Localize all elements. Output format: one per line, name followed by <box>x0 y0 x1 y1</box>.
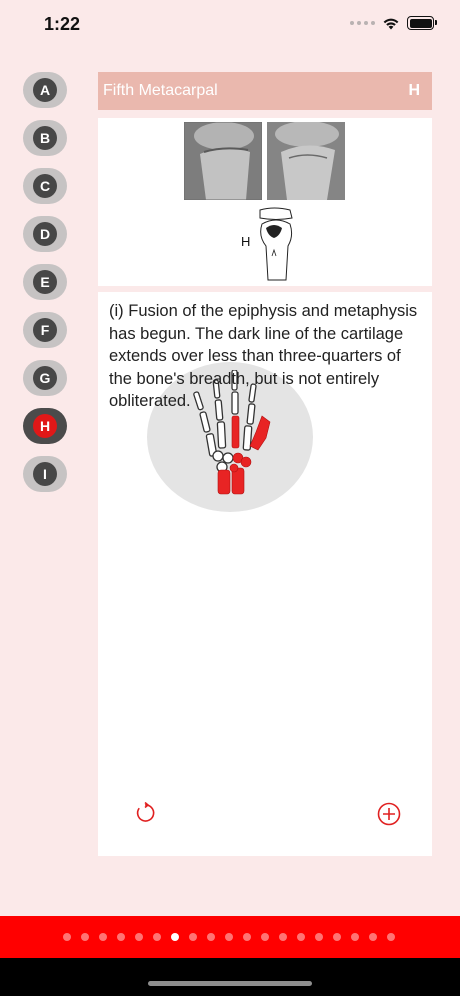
bone-title: Fifth Metacarpal <box>103 82 218 99</box>
page-dot[interactable] <box>171 933 179 941</box>
stage-button-a[interactable] <box>23 72 67 108</box>
stage-button-label: F <box>33 318 57 342</box>
stage-button-c[interactable] <box>23 168 67 204</box>
stage-code: H <box>408 82 420 99</box>
description-card <box>98 292 432 856</box>
stage-button-label: A <box>33 78 57 102</box>
page-dot[interactable] <box>81 933 89 941</box>
stage-button-label: I <box>33 462 57 486</box>
stage-button-b[interactable] <box>23 120 67 156</box>
page-dot[interactable] <box>117 933 125 941</box>
stage-button-d[interactable] <box>23 216 67 252</box>
xray-image-left <box>184 122 262 200</box>
stage-selector <box>23 72 67 504</box>
page-dot[interactable] <box>135 933 143 941</box>
stage-button-h[interactable] <box>23 408 67 444</box>
stage-description: (i) Fusion of the epiphysis and metaphysis has begun. The dark line of the cartilage extends over less than three-quarters of the bone's breadth, but is not entirely obliterated. <box>109 302 418 410</box>
stage-button-i[interactable] <box>23 456 67 492</box>
stage-button-label: G <box>33 366 57 390</box>
page-dot[interactable] <box>297 933 305 941</box>
diagram-stage-label: H <box>241 234 251 249</box>
stage-button-g[interactable] <box>23 360 67 396</box>
status-icons <box>350 16 434 30</box>
reset-icon[interactable] <box>134 802 156 824</box>
add-circle-icon[interactable] <box>377 802 401 826</box>
bone-diagram <box>238 206 308 282</box>
stage-button-label: D <box>33 222 57 246</box>
bone-header <box>98 72 432 110</box>
page-dot[interactable] <box>333 933 341 941</box>
wifi-icon <box>382 16 400 30</box>
page-dot[interactable] <box>99 933 107 941</box>
stage-button-label: C <box>33 174 57 198</box>
page-dot[interactable] <box>225 933 233 941</box>
xray-image-right <box>267 122 345 200</box>
page-dot[interactable] <box>189 933 197 941</box>
page-dot[interactable] <box>261 933 269 941</box>
page-dot[interactable] <box>315 933 323 941</box>
cellular-icon <box>350 21 375 25</box>
status-time: 1:22 <box>44 14 81 34</box>
stage-button-f[interactable] <box>23 312 67 348</box>
stage-button-e[interactable] <box>23 264 67 300</box>
page-dot[interactable] <box>387 933 395 941</box>
page-dot[interactable] <box>153 933 161 941</box>
page-dots <box>63 933 395 941</box>
status-bar <box>0 0 460 52</box>
page-indicator-bar <box>0 916 460 958</box>
home-indicator-area <box>0 958 460 996</box>
page-dot[interactable] <box>369 933 377 941</box>
reference-image-card <box>98 118 432 286</box>
stage-button-label: E <box>33 270 57 294</box>
page-dot[interactable] <box>63 933 71 941</box>
stage-button-label: B <box>33 126 57 150</box>
page-dot[interactable] <box>243 933 251 941</box>
home-indicator[interactable] <box>148 981 312 986</box>
stage-button-label: H <box>33 414 57 438</box>
page-dot[interactable] <box>207 933 215 941</box>
page-dot[interactable] <box>279 933 287 941</box>
page-dot[interactable] <box>351 933 359 941</box>
battery-icon <box>407 16 434 30</box>
